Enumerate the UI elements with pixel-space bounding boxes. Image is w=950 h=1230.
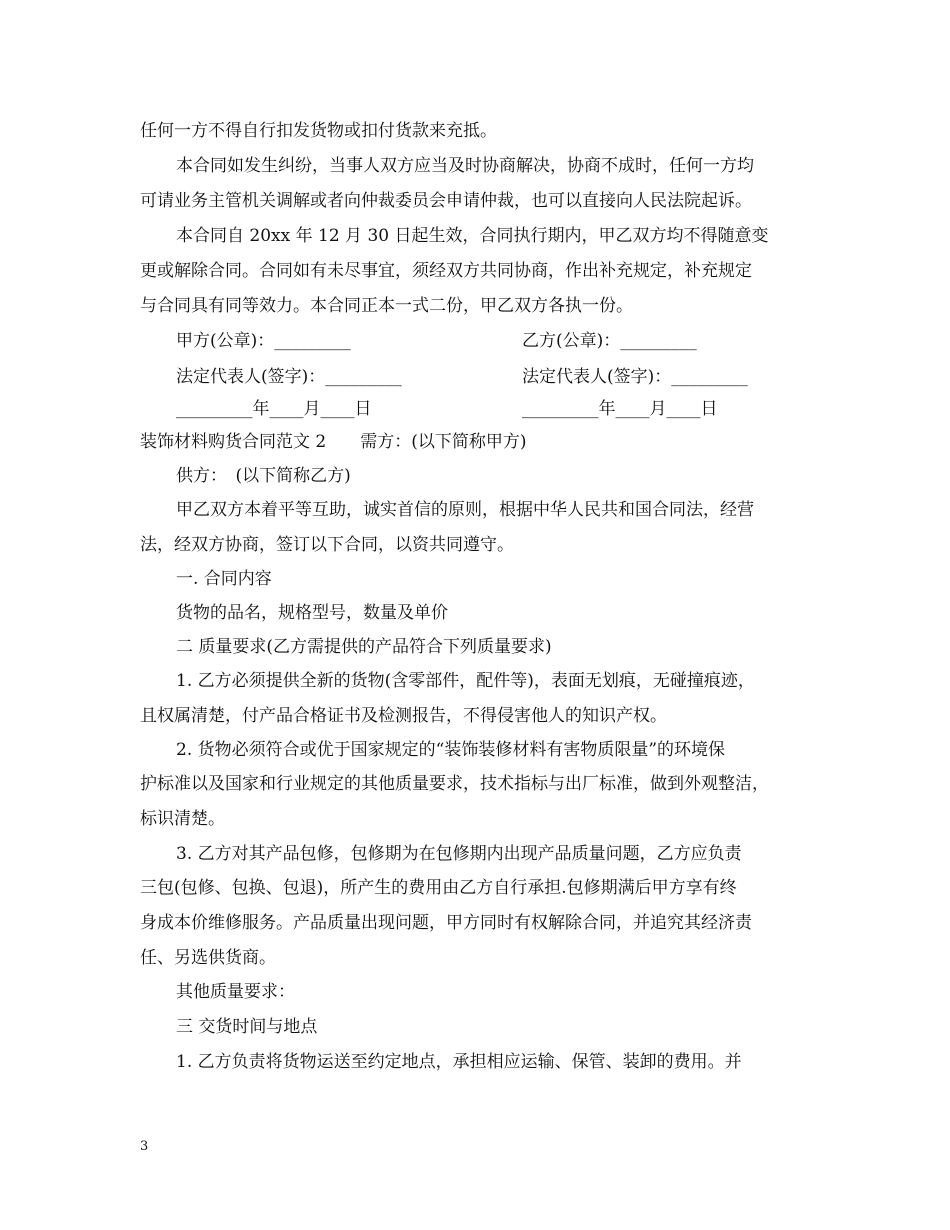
party-b-date-line: _________年____月____日 [522,399,718,419]
clause-heading: 二 质量要求(乙方需提供的产品符合下列质量要求) [176,637,552,657]
text-line: 甲乙双方本着平等互助，诚实首信的原则，根据中华人民共和国合同法，经营 [176,500,754,520]
text-line: 任、另选供货商。 [140,948,276,968]
text-line: 本合同自 20xx 年 12 月 30 日起生效，合同执行期内，甲乙双方均不得随意变 [176,226,769,246]
text-line: 且权属清楚，付产品合格证书及检测报告，不得侵害他人的知识产权。 [140,706,667,726]
text-line: 标识清楚。 [140,809,225,829]
party-b-representative-line: 法定代表人(签字)：_________ [522,367,748,387]
text-line: 身成本价维修服务。产品质量出现问题，甲方同时有权解除合同，并追究其经济责 [140,913,752,933]
text-line: 可请业务主管机关调解或者向仲裁委员会申请仲裁，也可以直接向人民法院起诉。 [140,191,752,211]
text-line: 其他质量要求： [176,982,295,1002]
text-line: 货物的品名，规格型号，数量及单价 [176,603,448,623]
text-line: 1. 乙方必须提供全新的货物(含零部件，配件等)，表面无划痕，无碰撞痕迹， [176,671,755,691]
text-line: 三包(包修、包换、包退)，所产生的费用由乙方自行承担.包修期满后甲方享有终 [140,878,737,898]
text-line: 与合同具有同等效力。本合同正本一式二份，甲乙双方各执一份。 [140,296,633,316]
section-title: 装饰材料购货合同范文 2 需方：(以下简称甲方) [140,432,527,452]
text-line: 1. 乙方负责将货物运送至约定地点，承担相应运输、保管、装卸的费用。并 [176,1052,742,1072]
clause-heading: 三 交货时间与地点 [176,1017,318,1037]
text-line: 任何一方不得自行扣发货物或扣付货款来充抵。 [140,121,497,141]
party-a-seal-line: 甲方(公章)：_________ [176,331,351,351]
clause-heading: 一. 合同内容 [176,569,272,589]
page-number: 3 [140,1139,149,1154]
party-b-seal-line: 乙方(公章)：_________ [522,331,697,351]
party-a-date-line: _________年____月____日 [176,399,372,419]
party-a-representative-line: 法定代表人(签字)：_________ [176,367,402,387]
text-line: 本合同如发生纠纷，当事人双方应当及时协商解决，协商不成时，任何一方均 [176,156,754,176]
text-line: 2. 货物必须符合或优于国家规定的“装饰装修材料有害物质限量”的环境保 [176,740,726,760]
text-line: 3. 乙方对其产品包修，包修期为在包修期内出现产品质量问题，乙方应负责 [176,844,742,864]
text-line: 法，经双方协商，签订以下合同，以资共同遵守。 [140,535,514,555]
text-line: 更或解除合同。合同如有未尽事宜，须经双方共同协商，作出补充规定，补充规定 [140,261,752,281]
text-line: 供方： (以下简称乙方) [176,466,351,486]
text-line: 护标准以及国家和行业规定的其他质量要求，技术指标与出厂标准，做到外观整洁， [140,774,769,794]
